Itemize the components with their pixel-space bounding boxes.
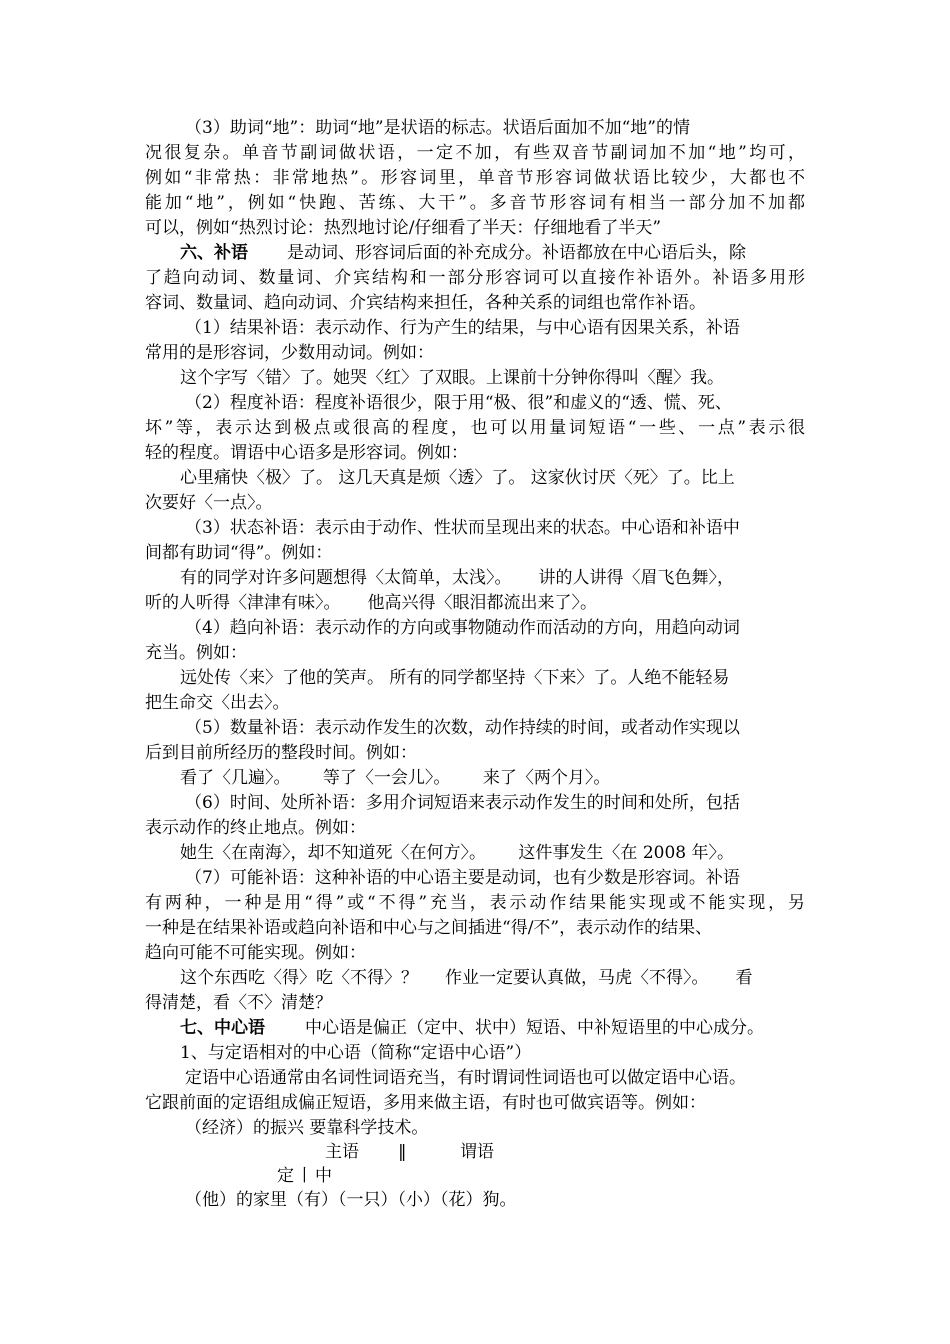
text-line: 表示动作的终止地点。例如： <box>145 818 366 838</box>
analysis-label-subject: 主语 <box>325 1142 359 1162</box>
analysis-divider: 丨 <box>296 1166 313 1186</box>
text-line: 有两种，一种是用“得”或“不得”充当，表示动作结果能实现或不能实现，另 <box>145 893 805 913</box>
text-line: 了趋向动词、数量词、介宾结构和一部分形容词可以直接作补语外。补语多用形 <box>145 268 805 288</box>
text-line: 能加“地”，例如“快跑、苦练、大干”。多音节形容词有相当一部分加不加都 <box>145 193 805 213</box>
analysis-label-head: 中 <box>315 1166 332 1186</box>
text-line: 趋向可能不可能实现。例如： <box>145 943 366 963</box>
example-line: 远处传〈来〉了他的笑声。 所有的同学都坚持〈下来〉了。人绝不能轻易 <box>180 668 730 688</box>
text-line: （2）程度补语：程度补语很少，限于用“极、很”和虚义的“透、慌、死、 <box>185 393 732 413</box>
example-line: 心里痛快〈极〉了。 这几天真是烦〈透〉了。 这家伙讨厌〈死〉了。比上 <box>180 468 735 488</box>
example-line: 这个字写〈错〉了。她哭〈红〉了双眼。上课前十分钟你得叫〈醒〉我。 <box>180 368 724 388</box>
text-line: 充当。例如： <box>145 643 247 663</box>
text-line: （5）数量补语：表示动作发生的次数，动作持续的时间，或者动作实现以 <box>185 718 740 738</box>
text-line: （3）状态补语：表示由于动作、性状而呈现出来的状态。中心语和补语中 <box>185 518 740 538</box>
text-line: 容词、数量词、趋向动词、介宾结构来担任，各种关系的词组也常作补语。 <box>145 293 706 313</box>
text-line: （7）可能补语：这种补语的中心语主要是动词，也有少数是形容词。补语 <box>185 868 740 888</box>
text-line: （6）时间、处所补语：多用介词短语来表示动作发生的时间和处所，包括 <box>185 793 740 813</box>
text-line: 间都有助词“得”。例如： <box>145 543 333 563</box>
text-line: （3）助词“地”：助词“地”是状语的标志。状语后面加不加“地”的情 <box>185 118 690 138</box>
subheading-line: 1、与定语相对的中心语（简称“定语中心语”） <box>180 1043 532 1063</box>
example-line: 她生〈在南海〉，却不知道死〈在何方〉。 这件事发生〈在 2008 年〉。 <box>180 843 734 863</box>
text-line: 常用的是形容词，少数用动词。例如： <box>145 343 434 363</box>
text-line: （4）趋向补语：表示动作的方向或事物随动作而活动的方向，用趋向动词 <box>185 618 740 638</box>
text-line: 坏”等，表示达到极点或很高的程度，也可以用量词短语“一些、一点”表示很 <box>145 418 805 438</box>
analysis-label-predicate: 谓语 <box>460 1142 494 1162</box>
text-line: 轻的程度。谓语中心语多是形容词。例如： <box>145 443 468 463</box>
text-line: 中心语是偏正（定中、状中）短语、中补短语里的中心成分。 <box>305 1018 764 1038</box>
text-line: 一种是在结果补语或趋向补语和中心与之间插进“得/不”，表示动作的结果、 <box>145 918 713 938</box>
example-line: 次要好〈一点〉。 <box>145 493 273 513</box>
analysis-divider: ‖ <box>398 1142 407 1162</box>
example-line: 这个东西吃〈得〉吃〈不得〉？ 作业一定要认真做，马虎〈不得〉。 看 <box>180 968 753 988</box>
text-line: （1）结果补语：表示动作、行为产生的结果，与中心语有因果关系，补语 <box>185 318 740 338</box>
example-line: 得清楚，看〈不〉清楚？ <box>145 993 332 1013</box>
section-heading: 六、补语 <box>180 243 248 263</box>
example-line: 听的人听得〈津津有味〉。 他高兴得〈眼泪都流出来了〉。 <box>145 593 598 613</box>
text-line: 况很复杂。单音节副词做状语，一定不加，有些双音节副词加不加“地”均可， <box>145 143 805 163</box>
text-line: 例如“非常热：非常地热”。形容词里，单音节形容词做状语比较少，大都也不 <box>145 168 805 188</box>
example-line: 有的同学对许多问题想得〈太简单，太浅〉。 讲的人讲得〈眉飞色舞〉， <box>180 568 735 588</box>
text-line: 定语中心语通常由名词性词语充当，有时谓词性词语也可以做定语中心语。 <box>185 1068 746 1088</box>
section-heading: 七、中心语 <box>180 1018 265 1038</box>
text-line: 是动词、形容词后面的补充成分。补语都放在中心语后头，除 <box>287 243 746 263</box>
text-line: 后到目前所经历的整段时间。例如： <box>145 743 417 763</box>
example-line: 看了〈几遍〉。 等了〈一会儿〉。 来了〈两个月〉。 <box>180 768 611 788</box>
example-line: （他）的家里（有）（一只）（小）（花）狗。 <box>185 1190 517 1210</box>
text-line: 它跟前面的定语组成偏正短语，多用来做主语，有时也可做宾语等。例如： <box>145 1093 706 1113</box>
example-line: 把生命交〈出去〉。 <box>145 693 290 713</box>
analysis-label-attributive: 定 <box>277 1166 294 1186</box>
text-line: 可以，例如“热烈讨论：热烈地讨论/仔细看了半天：仔细地看了半天” <box>145 218 662 238</box>
example-line: （经济）的振兴 要靠科学技术。 <box>185 1118 429 1138</box>
